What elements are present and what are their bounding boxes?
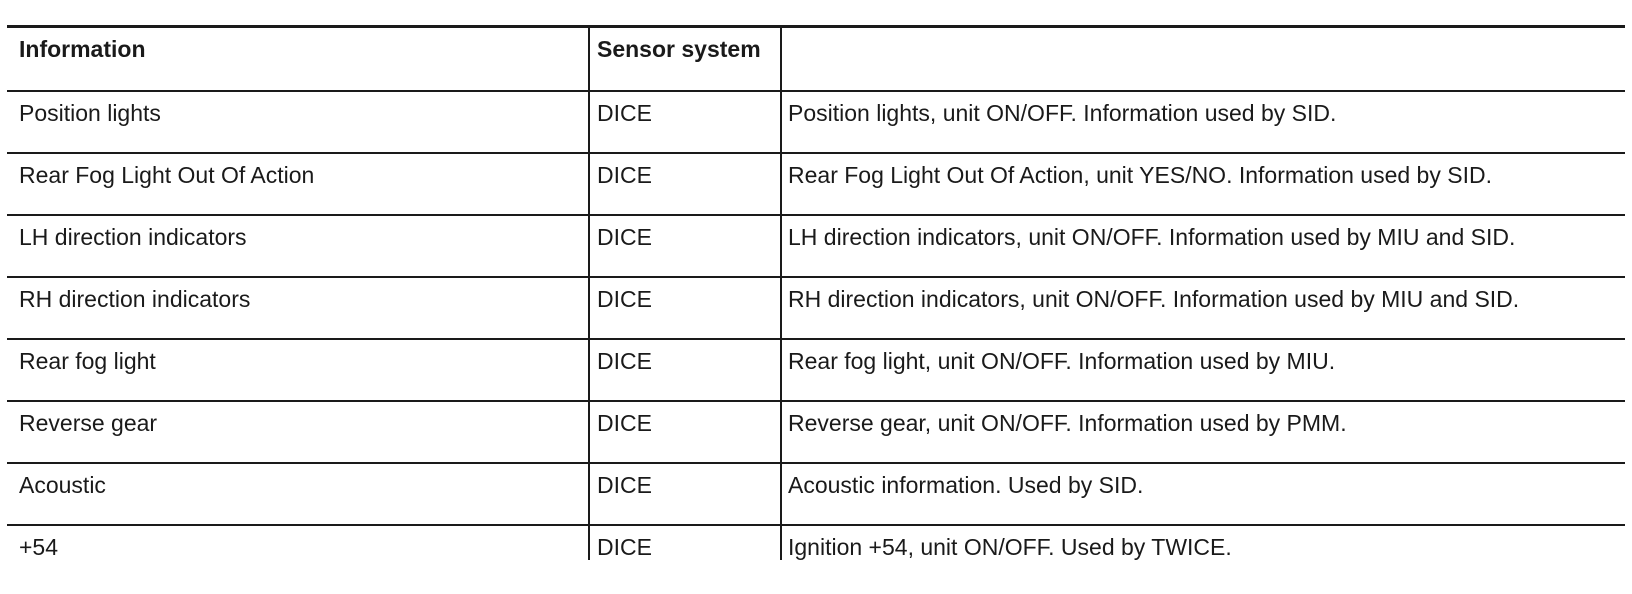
sensor-system-cell: DICE <box>589 153 781 215</box>
description-cell: Reverse gear, unit ON/OFF. Information used by PMM. <box>781 401 1625 463</box>
sensor-system-cell: DICE <box>589 215 781 277</box>
information-cell: RH direction indicators <box>7 277 589 339</box>
sensor-system-cell: DICE <box>589 463 781 525</box>
table-row <box>7 277 1625 339</box>
information-cell: +54 <box>19 533 59 560</box>
table-header <box>7 27 1625 91</box>
description-cell: Rear Fog Light Out Of Action, unit YES/NO. Information used by SID. <box>781 153 1625 215</box>
information-cell: Rear fog light <box>7 339 589 401</box>
description-cell: Ignition +54, unit ON/OFF. Used by TWICE. <box>781 525 1625 560</box>
description-cell: RH direction indicators, unit ON/OFF. Information used by MIU and SID. <box>781 277 1625 339</box>
table-row <box>7 91 1625 153</box>
sensor-system-cell: DICE <box>589 91 781 153</box>
sensor-system-cell: DICE <box>589 277 781 339</box>
table-row <box>7 339 1625 401</box>
sensor-system-cell: DICE <box>589 525 781 560</box>
information-table <box>7 25 1625 560</box>
sensor-system-cell: DICE <box>589 339 781 401</box>
information-cell: Rear Fog Light Out Of Action <box>7 153 589 215</box>
header-sensor-system: Sensor system <box>589 27 781 91</box>
header-information: Information <box>7 27 589 91</box>
table-row <box>7 153 1625 215</box>
sensor-system-cell: DICE <box>589 401 781 463</box>
description-cell: Acoustic information. Used by SID. <box>781 463 1625 525</box>
table-row <box>7 215 1625 277</box>
table-row <box>7 463 1625 525</box>
table-row <box>7 401 1625 463</box>
table-body <box>7 91 1625 560</box>
information-cell: LH direction indicators <box>7 215 589 277</box>
information-cell: Acoustic <box>7 463 589 525</box>
information-cell: Reverse gear <box>7 401 589 463</box>
header-description <box>781 27 1625 91</box>
table-row <box>7 525 1625 560</box>
information-cell: Position lights <box>7 91 589 153</box>
header-row <box>7 27 1625 91</box>
description-cell: LH direction indicators, unit ON/OFF. Information used by MIU and SID. <box>781 215 1625 277</box>
description-cell: Position lights, unit ON/OFF. Information used by SID. <box>781 91 1625 153</box>
description-cell: Rear fog light, unit ON/OFF. Information used by MIU. <box>781 339 1625 401</box>
